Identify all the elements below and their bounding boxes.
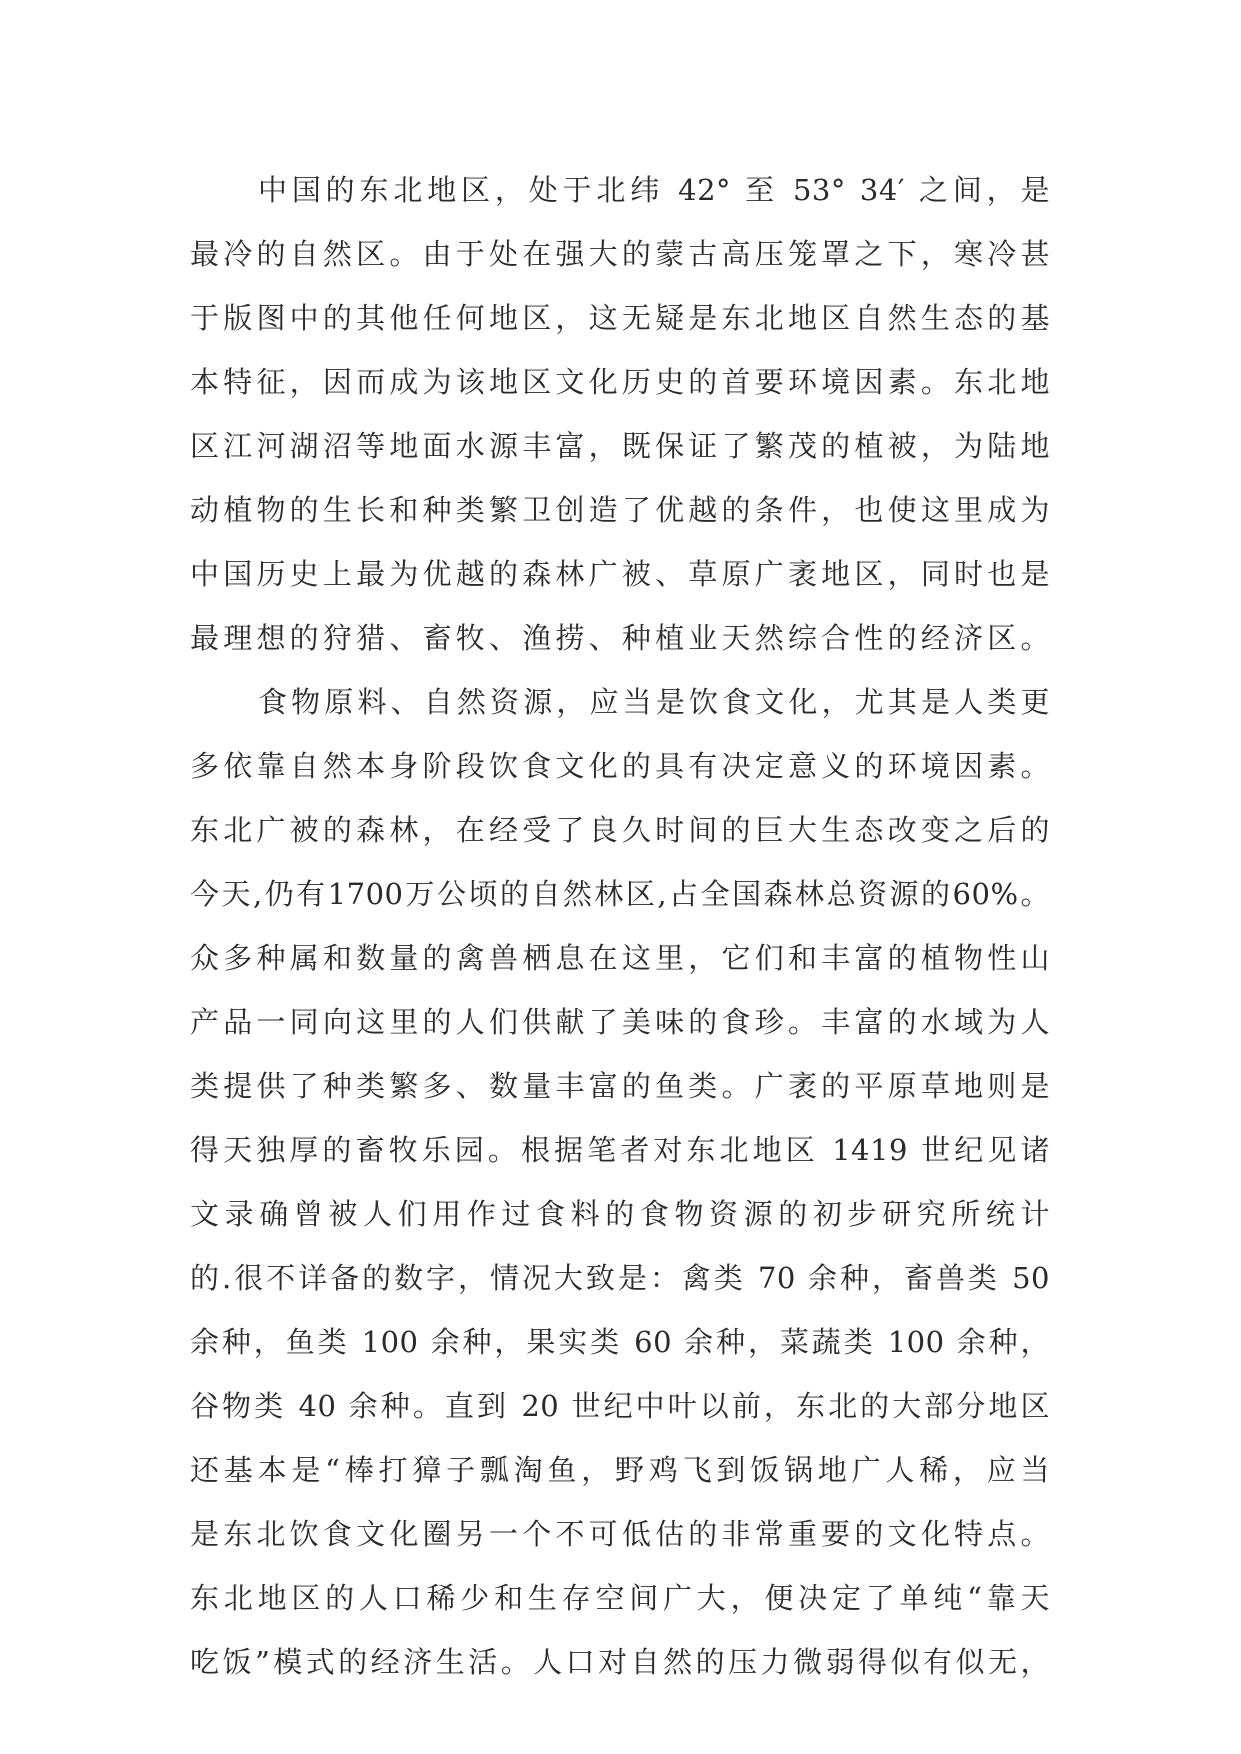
text-line: 最冷的自然区。由于处在强大的蒙古高压笼罩之下，寒冷甚 [190, 237, 1050, 271]
text-line: 多依靠自然本身阶段饮食文化的具有决定意义的环境因素。 [190, 749, 1050, 783]
text-line: 是东北饮食文化圈另一个不可低估的非常重要的文化特点。 [190, 1517, 1050, 1551]
text-line: 动植物的生长和种类繁卫创造了优越的条件，也使这里成为 [190, 493, 1050, 527]
text-line: 中国历史上最为优越的森林广被、草原广袤地区，同时也是 [190, 557, 1050, 591]
text-line: 今天,仍有1700万公顷的自然林区,占全国森林总资源的60%。 [190, 877, 1050, 911]
text-line: 众多种属和数量的禽兽栖息在这里，它们和丰富的植物性山 [190, 941, 1050, 975]
text-line: 文录确曾被人们用作过食料的食物资源的初步研究所统计 [190, 1197, 1050, 1231]
text-line: 本特征，因而成为该地区文化历史的首要环境因素。东北地 [190, 365, 1050, 399]
text-line: 最理想的狩猎、畜牧、渔捞、种植业天然综合性的经济区。 [190, 621, 1050, 655]
text-line: 谷物类 40 余种。直到 20 世纪中叶以前，东北的大部分地区 [190, 1389, 1050, 1423]
text-line: 东北广被的森林，在经受了良久时间的巨大生态改变之后的 [190, 813, 1050, 847]
text-line: 还基本是“棒打獐子瓢淘鱼，野鸡飞到饭锅地广人稀，应当 [190, 1453, 1050, 1487]
text-line: 东北地区的人口稀少和生存空间广大，便决定了单纯“靠天 [190, 1581, 1050, 1615]
text-line: 余种，鱼类 100 余种，果实类 60 余种，菜蔬类 100 余种， [190, 1325, 1050, 1359]
paragraph-first-line: 食物原料、自然资源，应当是饮食文化，尤其是人类更 [258, 685, 1050, 719]
text-line: 类提供了种类繁多、数量丰富的鱼类。广袤的平原草地则是 [190, 1069, 1050, 1103]
text-line: 得天独厚的畜牧乐园。根据笔者对东北地区 1419 世纪见诸 [190, 1133, 1050, 1167]
paragraph-first-line: 中国的东北地区，处于北纬 42° 至 53° 34′ 之间，是 [258, 173, 1050, 207]
text-line: 吃饭”模式的经济生活。人口对自然的压力微弱得似有似无， [190, 1645, 1050, 1679]
body-text [190, 158, 1050, 1694]
text-line: 于版图中的其他任何地区，这无疑是东北地区自然生态的基 [190, 301, 1050, 335]
text-line: 产品一同向这里的人们供献了美味的食珍。丰富的水域为人 [190, 1005, 1050, 1039]
text-line: 的.很不详备的数字，情况大致是：禽类 70 余种，畜兽类 50 [190, 1261, 1050, 1295]
text-line: 区江河湖沼等地面水源丰富，既保证了繁茂的植被，为陆地 [190, 429, 1050, 463]
